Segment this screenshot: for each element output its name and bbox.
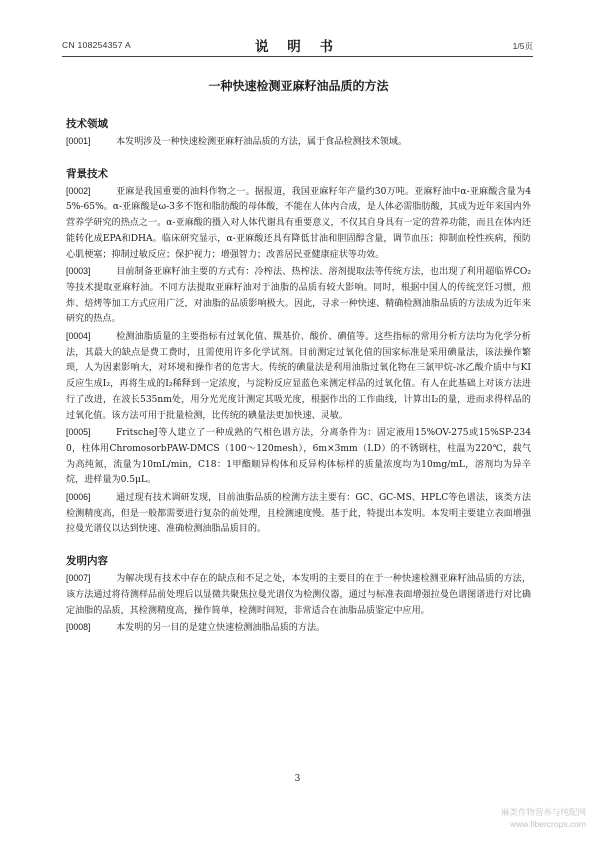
document-title: 一种快速检测亚麻籽油品质的方法 — [208, 79, 389, 93]
paragraph — [66, 620, 531, 637]
section-technical-field — [66, 116, 531, 151]
page-count: 1/5页 — [512, 41, 533, 51]
watermark-site-name: 麻类作物营养与纯配网 — [500, 807, 586, 817]
page-header — [62, 36, 533, 54]
paragraph-text: 本发明的另一目的是建立快速检测油脂品质的方法。 — [116, 623, 326, 634]
header-rule — [62, 56, 533, 57]
paragraph-number: [0002] — [66, 185, 91, 196]
paragraph — [66, 425, 531, 489]
publication-number: CN 108254357 A — [62, 40, 131, 50]
paragraph-text: 检测油脂质量的主要指标有过氧化值、羰基价、酸价、碘值等。这些指标的常用分析方法均为化学分析法，其最大的缺点是费工费时，且需使用许多化学试剂。目前测定过氧化值的国家标准是采用碘量法，该法操作繁琐，人为因素影响大，对环境和操作者的危害大。传统的碘量法是利用油脂过氧化物在三氯甲烷-冰乙酸介质中与KI反应生成I₂，再将生成的I₂稀释到一定浓度，与淀粉反应显蓝色来测定样品的过氧化值。有人在此基础上对该方法进行了改进，在波长535nm处，用分光光度计测定其吸光度，根据作出的工作曲线，计算出I₂的量，进而求得样品的过氧化值。该方法可用于批量检测，比传统的碘量法更加快速、灵敏。 — [66, 332, 531, 421]
paragraph-number: [0005] — [66, 427, 91, 438]
paragraph — [66, 329, 531, 424]
paragraph — [66, 264, 531, 328]
paragraph-text: 通过现有技术调研发现，目前油脂品质的检测方法主要有：GC、GC-MS、HPLC等色谱法，该类方法检测精度高，但是一般都需要进行复杂的前处理，且检测速度慢。基于此，特提出本发明。本发明主要建立表面增强拉曼光谱仪以达到快速、准确检测油脂品质目的。 — [66, 493, 531, 535]
section-invention-content — [66, 553, 531, 637]
paragraph-number: [0003] — [66, 266, 91, 277]
paragraph-text: 本发明涉及一种快速检测亚麻籽油品质的方法，属于食品检测技术领域。 — [116, 137, 408, 147]
paragraph-number: [0001] — [66, 136, 91, 146]
document-type-title: 说 明 书 — [255, 39, 340, 55]
paragraph-text: 亚麻是我国重要的油料作物之一。据报道，我国亚麻籽年产量约30万吨。亚麻籽油中α-亚麻酸含量为45%-65%。α-亚麻酸是ω-3多不饱和脂肪酸的母体酸，不能在人体内合成，是人体必需脂肪酸，其成为近年来国内外营养学研究的热点之一。α-亚麻酸的摄入对人体代谢具有重要意义，不仅其自身具有一定的营养功能，而且在体内还能转化成EPA和DHA。临床研究显示，α-亚麻酸还具有降低甘油和胆固醇含量，调节血压；抑制血栓性疾病，预防心肌梗塞；抑制过敏反应；保护视力；增强智力；改善居民亚健康症状等功效。 — [66, 186, 531, 260]
paragraph-number: [0007] — [66, 573, 91, 584]
paragraph-number: [0004] — [66, 331, 91, 342]
page-number: 3 — [294, 774, 301, 784]
paragraph-text: FritscheJ等人建立了一种成熟的气相色谱方法，分离条件为：固定液用15%OV-275或15%SP-2340，柱体用ChromosorbPAW-DMCS（100～120mesh），6m×3mm（I.D）的不锈钢柱，柱温为220℃，载气为高纯氮，流量为10mL/min，C18：1甲酯顺异构体和反异构体标样的质量浓度均为10mg/mL，溶剂均为异辛烷，进样量为0.5μL。 — [66, 428, 531, 486]
paragraph — [66, 490, 531, 538]
paragraph-number: [0006] — [66, 492, 91, 503]
paragraph — [66, 134, 531, 151]
paragraph — [66, 184, 531, 264]
section-heading: 发明内容 — [66, 555, 108, 568]
document-body — [66, 77, 531, 652]
watermark — [501, 806, 586, 830]
section-heading: 背景技术 — [66, 167, 108, 180]
paragraph-text: 为解决现有技术中存在的缺点和不足之处，本发明的主要目的在于一种快速检测亚麻籽油品质的方法，该方法通过将待测样品前处理后以显微共聚焦拉曼光谱仪为检测仪器，通过与标准表面增强拉曼色谱图谱进行对比确定油脂的品质，其检测精度高，操作简单，检测时间短，非常适合在油脂品质鉴定中应用。 — [66, 574, 531, 616]
watermark-url: www.fibercrops.com — [509, 819, 586, 829]
paragraph-text: 目前制备亚麻籽油主要的方式有：冷榨法、热榨法、溶剂提取法等传统方法，也出现了利用超临界CO₂等技术提取亚麻籽油。不同方法提取亚麻籽油对于油脂的品质有较大影响。同时，根据中国人的传统烹饪习惯，煎炸、焙烤等加工方式应用广泛，对油脂的品质影响极大。因此，寻求一种快速、精确检测油脂品质的方法成为近年来研究的热点。 — [66, 267, 531, 325]
paragraph — [66, 571, 531, 619]
paragraph-number: [0008] — [66, 622, 91, 633]
section-background — [66, 166, 531, 538]
section-heading: 技术领域 — [66, 118, 108, 130]
